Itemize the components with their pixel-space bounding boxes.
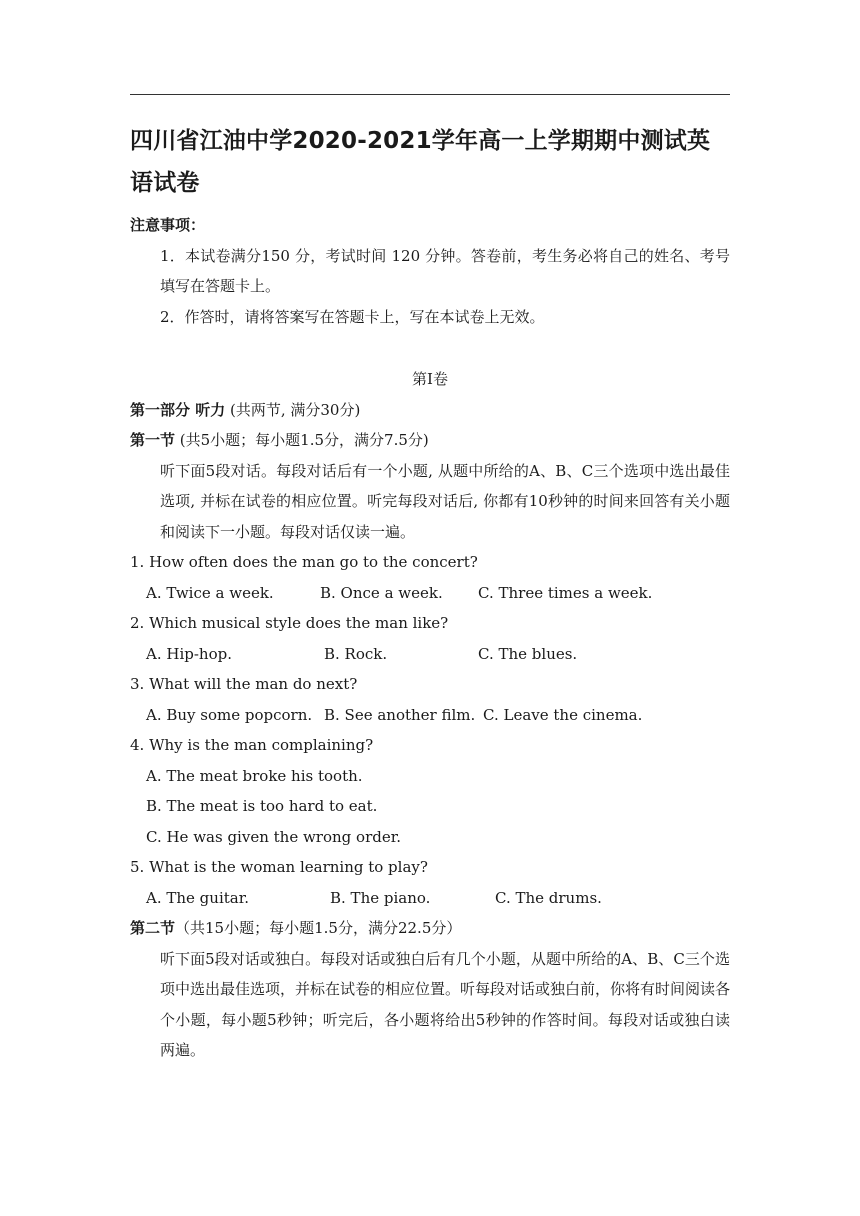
section1-heading-label: 第一节 <box>130 431 176 449</box>
option-2c: C. The blues. <box>478 644 578 663</box>
option-4c: C. He was given the wrong order. <box>146 827 402 846</box>
question-options-3 <box>130 700 730 731</box>
option-3c: C. Leave the cinema. <box>483 705 643 724</box>
spacer <box>130 332 730 364</box>
section2-heading <box>130 913 730 944</box>
section1-heading <box>130 425 730 456</box>
notice-item-2: 2．作答时，请将答案写在答题卡上，写在本试卷上无效。 <box>160 307 545 326</box>
part1-heading-note: (共两节, 满分30分) <box>225 400 361 419</box>
section1-instructions: 听下面5段对话。每段对话后有一个小题, 从题中所给的A、B、C三个选项中选出最佳选项, 并标在试卷的相应位置。听完每段对话后, 你都有10秒钟的时间来回答有关小题和阅读下一小题。每段对话仅读一遍。 <box>160 461 730 541</box>
option-1b: B. Once a week. <box>320 583 443 602</box>
question-stem-5: 5. What is the woman learning to play? <box>130 858 428 876</box>
question-stem-1: 1. How often does the man go to the concert? <box>130 553 478 571</box>
option-3a: A. Buy some popcorn. <box>146 705 313 724</box>
section2-instructions: 听下面5段对话或独白。每段对话或独白后有几个小题，从题中所给的A、B、C三个选项中选出最佳选项，并标在试卷的相应位置。听每段对话或独白前，你将有时间阅读各个小题，每小题5秒钟；听完后，各小题将给出5秒钟的作答时间。每段对话或独白读两遍。 <box>160 949 731 1059</box>
exam-page <box>130 120 730 1066</box>
option-5a: A. The guitar. <box>146 888 250 907</box>
question-stem-4: 4. Why is the man complaining? <box>130 736 374 754</box>
question-stem-3: 3. What will the man do next? <box>130 675 358 693</box>
section2-heading-note: （共15小题；每小题1.5分，满分22.5分） <box>175 919 462 937</box>
option-3b: B. See another film. <box>324 705 476 724</box>
section2-heading-label: 第二节 <box>130 919 176 937</box>
section1-heading-note: (共5小题；每小题1.5分，满分7.5分) <box>175 431 429 449</box>
option-2b: B. Rock. <box>324 644 388 663</box>
question-options-5 <box>130 883 730 914</box>
question-options-2 <box>130 639 730 670</box>
part1-heading <box>130 395 730 426</box>
option-4b: B. The meat is too hard to eat. <box>146 797 378 815</box>
question-options-1 <box>130 578 730 609</box>
option-1a: A. Twice a week. <box>146 583 274 602</box>
option-5c: C. The drums. <box>495 888 602 907</box>
question-stem-2: 2. Which musical style does the man like? <box>130 614 449 632</box>
notice-item-1: 1．本试卷满分150 分，考试时间 120 分钟。答卷前，考生务必将自己的姓名、考号填写在答题卡上。 <box>160 246 730 295</box>
option-2a: A. Hip-hop. <box>146 644 232 663</box>
volume-heading: 第Ⅰ卷 <box>412 370 448 388</box>
option-5b: B. The piano. <box>330 888 431 907</box>
notice-heading: 注意事项： <box>130 216 206 234</box>
part1-heading-label: 第一部分 听力 <box>130 400 226 419</box>
header-rule <box>130 94 730 95</box>
option-1c: C. Three times a week. <box>478 583 653 602</box>
exam-title: 四川省江油中学2020-2021学年高一上学期期中测试英语试卷 <box>130 128 711 196</box>
option-4a: A. The meat broke his tooth. <box>146 766 363 785</box>
